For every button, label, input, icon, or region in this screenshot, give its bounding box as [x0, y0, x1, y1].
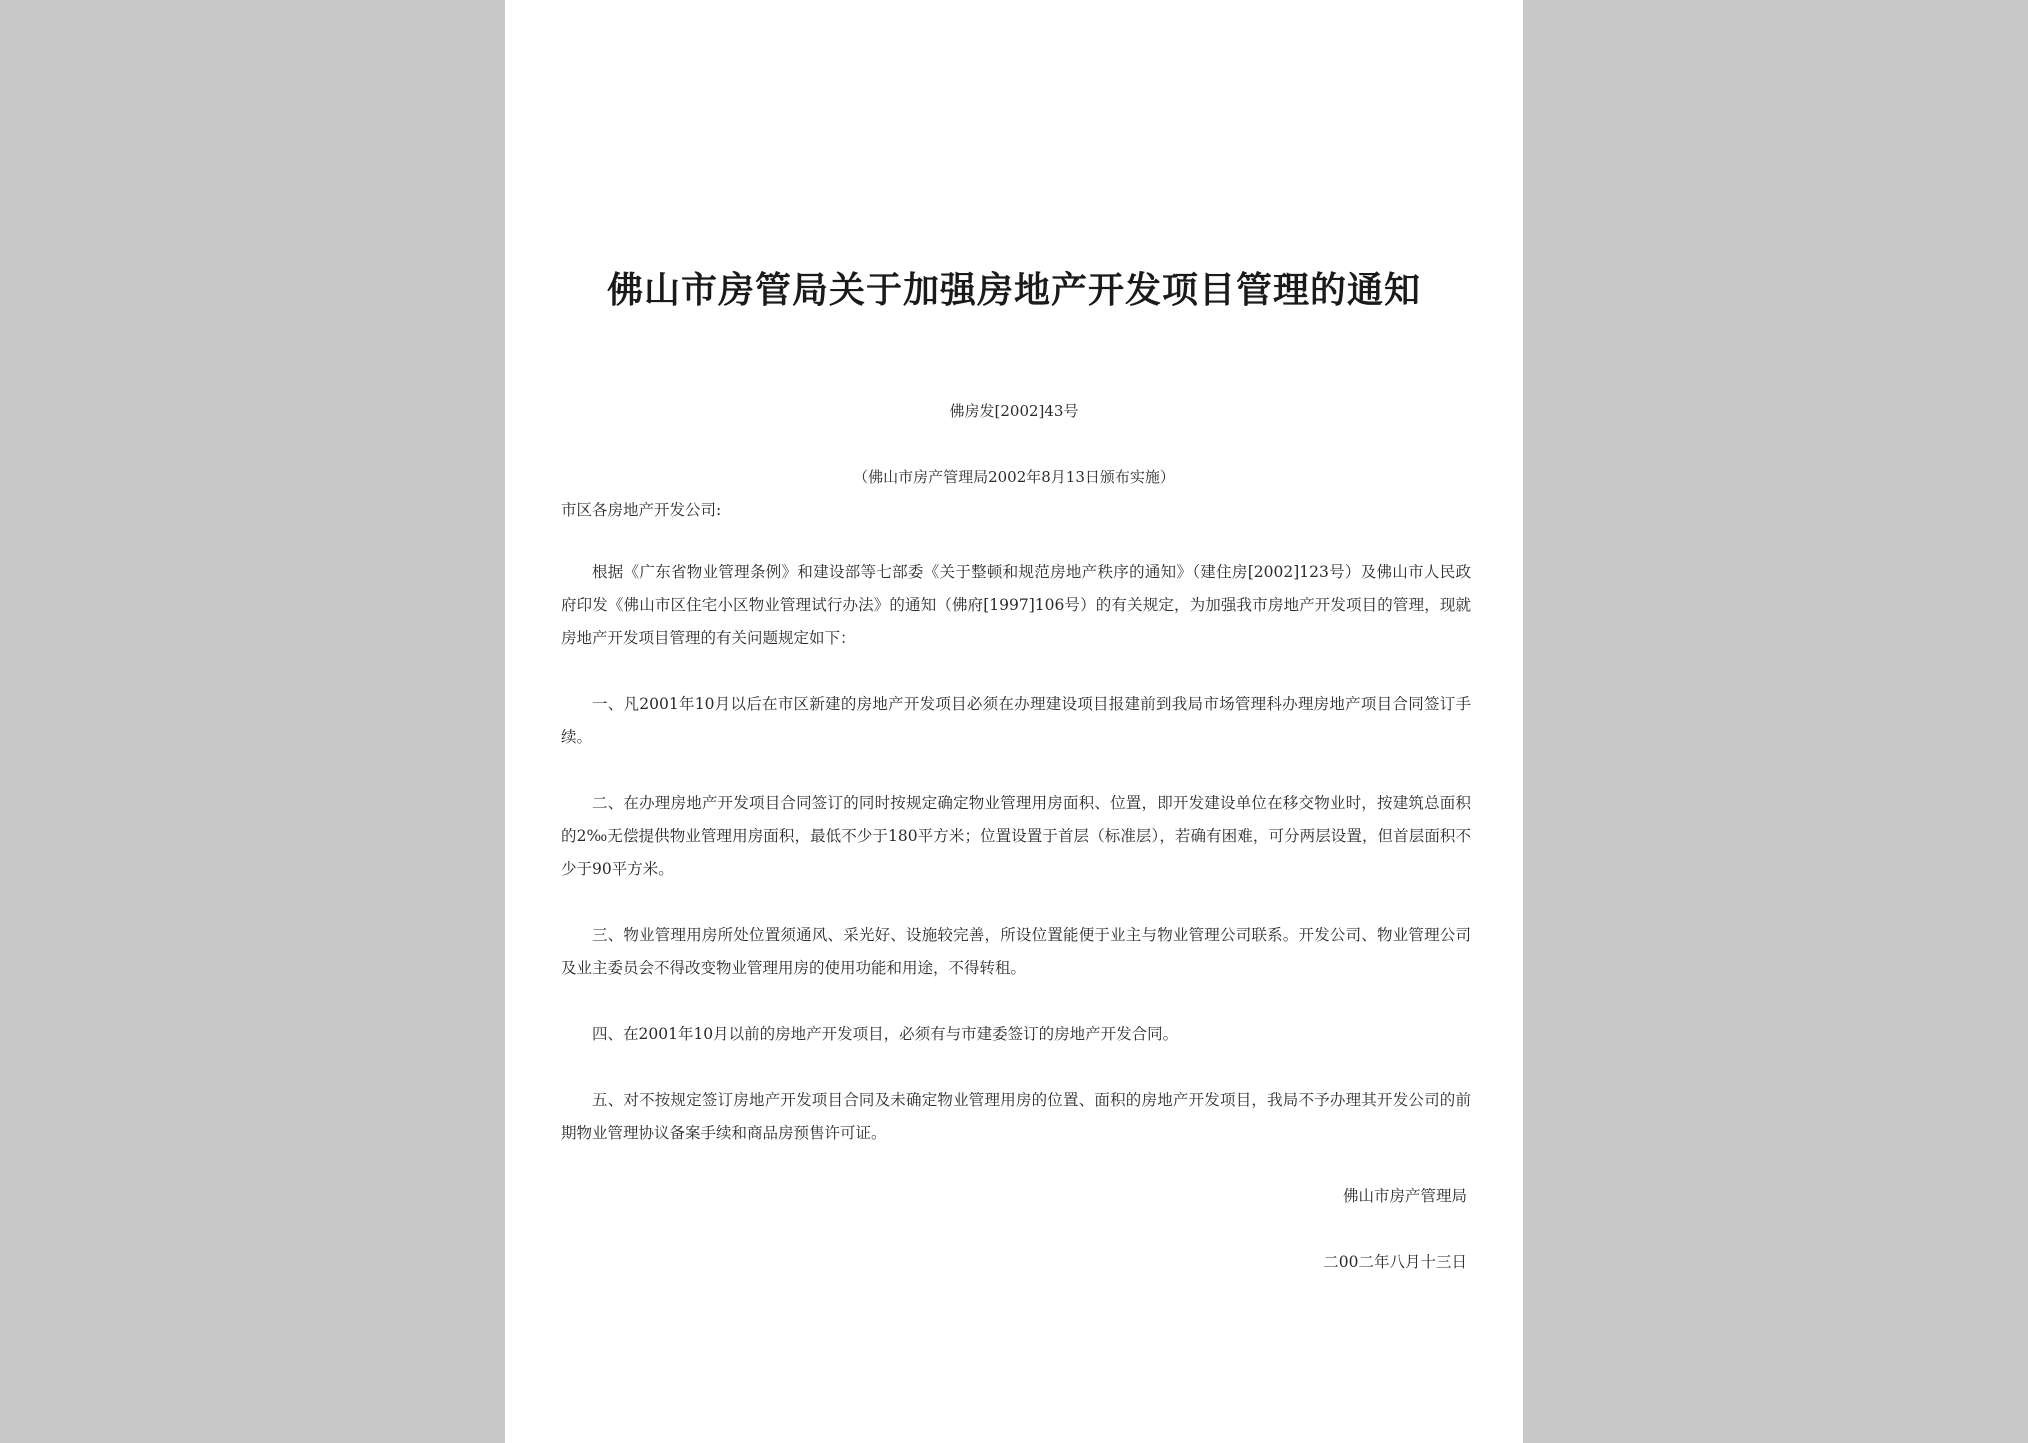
- paragraph-2: 二、在办理房地产开发项目合同签订的同时按规定确定物业管理用房面积、位置，即开发建设单位在移交物业时，按建筑总面积的2‰无偿提供物业管理用房面积，最低不少于180平方米；位置设置于首层（标准层），若确有困难，可分两层设置，但首层面积不少于90平方米。: [561, 794, 1471, 878]
- paragraph-intro: 根据《广东省物业管理条例》和建设部等七部委《关于整顿和规范房地产秩序的通知》（建住房[2002]123号）及佛山市人民政府印发《佛山市区住宅小区物业管理试行办法》的通知（佛府[1997]106号）的有关规定，为加强我市房地产开发项目的管理，现就房地产开发项目管理的有关问题规定如下：: [561, 563, 1471, 647]
- paragraph-1: 一、凡2001年10月以后在市区新建的房地产开发项目必须在办理建设项目报建前到我局市场管理科办理房地产项目合同签订手续。: [561, 695, 1471, 746]
- document-title: 佛山市房管局关于加强房地产开发项目管理的通知: [606, 269, 1421, 311]
- signature: 佛山市房产管理局: [1342, 1187, 1467, 1205]
- document-date: 二00二年八月十三日: [1323, 1253, 1467, 1271]
- issued-note: （佛山市房产管理局2002年8月13日颁布实施）: [853, 468, 1175, 486]
- document-page: [505, 0, 1523, 1443]
- paragraph-4: 四、在2001年10月以前的房地产开发项目，必须有与市建委签订的房地产开发合同。: [592, 1025, 1179, 1043]
- addressee: 市区各房地产开发公司:: [561, 501, 722, 519]
- paragraph-3: 三、物业管理用房所处位置须通风、采光好、设施较完善，所设位置能便于业主与物业管理公司联系。开发公司、物业管理公司及业主委员会不得改变物业管理用房的使用功能和用途，不得转租。: [561, 926, 1471, 977]
- paragraph-5: 五、对不按规定签订房地产开发项目合同及未确定物业管理用房的位置、面积的房地产开发项目，我局不予办理其开发公司的前期物业管理协议备案手续和商品房预售许可证。: [561, 1091, 1471, 1142]
- document-number: 佛房发[2002]43号: [949, 402, 1079, 420]
